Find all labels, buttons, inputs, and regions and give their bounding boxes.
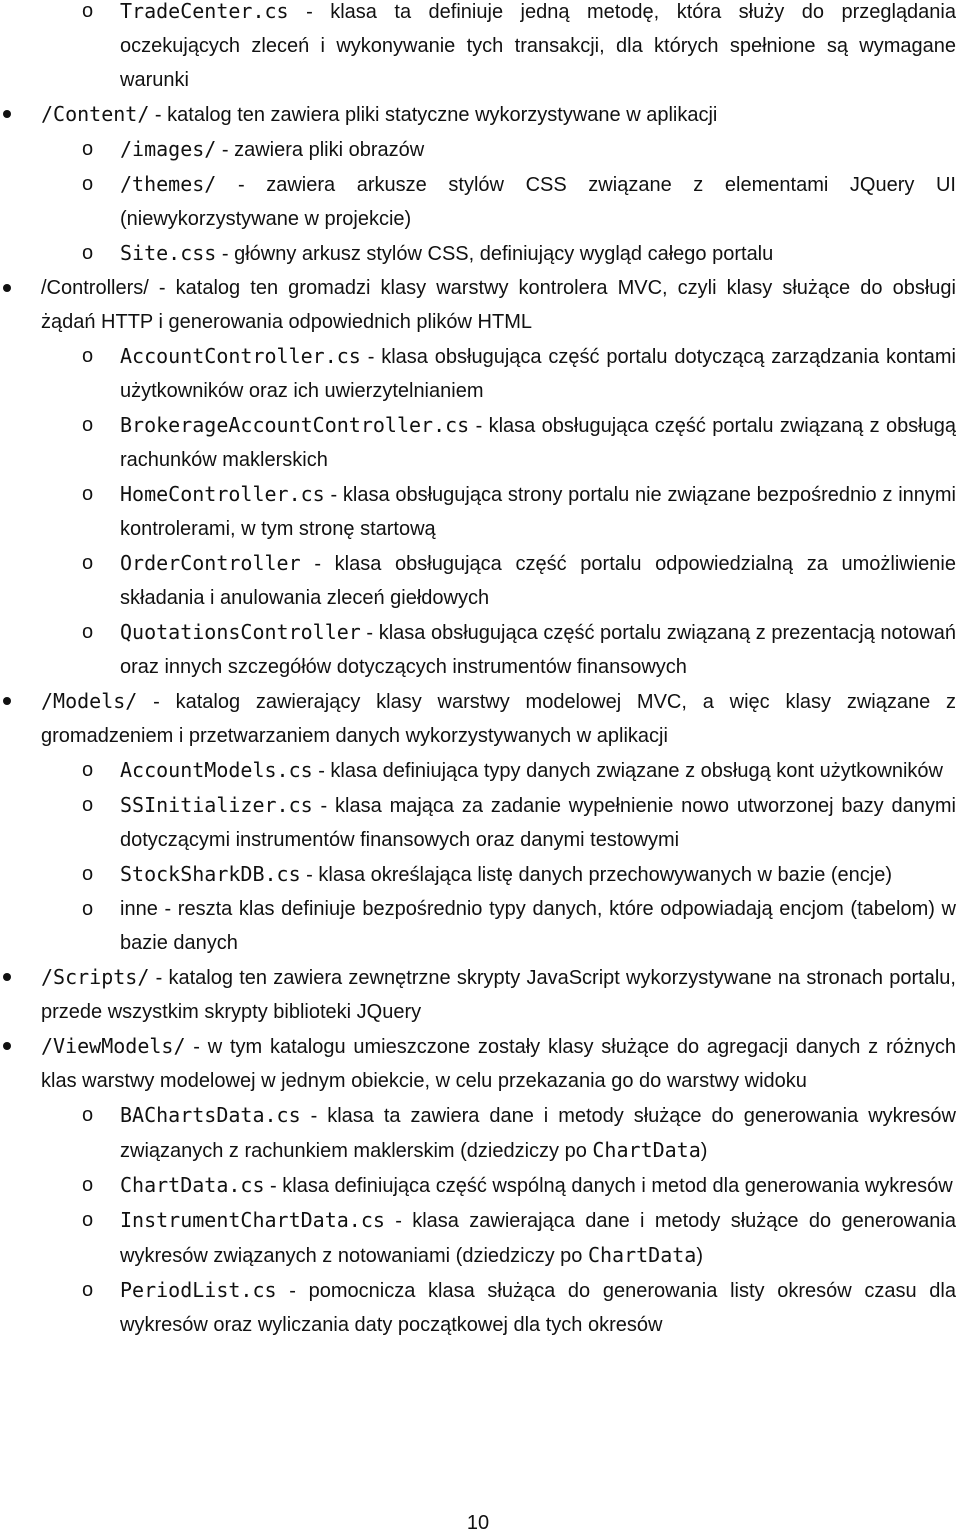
- sub-bullet-marker: o: [82, 242, 94, 264]
- item-description: - klasa mająca za zadanie wypełnienie nowo utworzonej bazy danymi dotyczącymi instrumentów finansowych oraz danymi testowymi: [120, 795, 956, 851]
- item-description: - klasa obsługująca część portalu związaną z prezentacją notowań oraz innych szczegółów dotyczących instrumentów finansowych: [120, 622, 956, 678]
- sub-bullet-marker: o: [82, 138, 94, 160]
- file-list-item: [0, 339, 956, 408]
- sub-bullet-marker: o: [82, 898, 94, 920]
- code-name: /themes/: [120, 172, 217, 196]
- item-description: - klasa definiująca część wspólną danych i metod dla generowania wykresów: [264, 1175, 953, 1197]
- file-list-item: [0, 477, 956, 546]
- code-name-inline: ChartData: [592, 1138, 701, 1162]
- code-name: /Content/: [41, 102, 150, 126]
- item-description: - w tym katalogu umieszczone zostały klasy służące do agregacji danych z różnych klas warstwy modelowej w jednym obiekcie, w celu przekazania go do warstwy widoku: [41, 1036, 956, 1092]
- file-list-item: [0, 892, 956, 960]
- item-description: - katalog zawierający klasy warstwy modelowej MVC, a więc klasy związane z gromadzeniem i przetwarzaniem danych wykorzystywanych w aplikacji: [41, 691, 956, 747]
- sub-bullet-marker: o: [82, 552, 94, 574]
- bullet-dot-icon: [3, 697, 11, 705]
- directory-list-item: [0, 684, 956, 753]
- code-name-inline: ChartData: [587, 1243, 697, 1267]
- file-list-item: [0, 753, 956, 788]
- code-name: /Scripts/: [41, 965, 150, 989]
- file-list-item: [0, 546, 956, 615]
- item-description: /Controllers/ - katalog ten gromadzi klasy warstwy kontrolera MVC, czyli klasy służące do obsługi żądań HTTP i generowania odpowiednich plików HTML: [41, 277, 956, 333]
- code-name: /images/: [120, 137, 217, 161]
- file-list-item: [0, 236, 956, 271]
- code-name: Site.css: [120, 241, 217, 265]
- item-description: - klasa ta zawiera dane i metody służące do generowania wykresów związanych z rachunkiem maklerskim (dziedziczy po: [120, 1105, 956, 1162]
- sub-bullet-marker: o: [82, 483, 94, 505]
- item-description: - klasa ta definiuje jedną metodę, która służy do przeglądania oczekujących zleceń i wykonywanie tych transakcji, dla których spełnione są wymagane warunki: [120, 1, 956, 91]
- item-description: - klasa obsługująca część portalu dotyczącą zarządzania kontami użytkowników oraz ich uwierzytelnianiem: [120, 346, 956, 402]
- directory-list-item: [0, 97, 956, 132]
- sub-bullet-marker: o: [82, 345, 94, 367]
- sub-bullet-marker: o: [82, 1174, 94, 1196]
- file-list-item: [0, 1203, 956, 1273]
- file-list-item: [0, 857, 956, 892]
- code-name: BAChartsData.cs: [120, 1103, 301, 1127]
- page-number: 10: [466, 1512, 490, 1534]
- code-name: AccountModels.cs: [120, 758, 313, 782]
- directory-list-item: [0, 271, 956, 339]
- bullet-dot-icon: [3, 110, 11, 118]
- file-list-item: [0, 788, 956, 857]
- file-list-item: [0, 1168, 956, 1203]
- code-name: ChartData.cs: [120, 1173, 265, 1197]
- item-description: - pomocnicza klasa służąca do generowania listy okresów czasu dla wykresów oraz wyliczania daty początkowej dla tych okresów: [120, 1280, 956, 1336]
- sub-bullet-marker: o: [82, 173, 94, 195]
- sub-bullet-marker: o: [82, 863, 94, 885]
- item-description: inne - reszta klas definiuje bezpośrednio typy danych, które odpowiadają encjom (tabelom) w bazie danych: [120, 898, 956, 954]
- directory-list-item: [0, 960, 956, 1029]
- code-name: QuotationsController: [120, 620, 361, 644]
- code-name: TradeCenter.cs: [120, 0, 289, 23]
- code-name: StockSharkDB.cs: [120, 862, 301, 886]
- item-description-tail: ): [696, 1245, 704, 1267]
- item-description: - klasa obsługująca część portalu związaną z obsługą rachunków maklerskich: [120, 415, 956, 471]
- code-name: /ViewModels/: [41, 1034, 186, 1058]
- item-description: - klasa definiująca typy danych związane z obsługą kont użytkowników: [312, 760, 943, 782]
- code-name: SSInitializer.cs: [120, 793, 313, 817]
- file-list-item: [0, 615, 956, 684]
- bullet-dot-icon: [3, 973, 11, 981]
- file-list-item: [0, 1098, 956, 1168]
- item-description: - klasa obsługująca część portalu odpowiedzialną za umożliwienie składania i anulowania zleceń giełdowych: [120, 553, 956, 609]
- sub-bullet-marker: o: [82, 621, 94, 643]
- code-name: OrderController: [120, 551, 301, 575]
- sub-bullet-marker: o: [82, 1209, 94, 1231]
- item-description: - zawiera arkusze stylów CSS związane z elementami JQuery UI (niewykorzystywane w projekcie): [120, 174, 956, 230]
- file-list-item: [0, 408, 956, 477]
- item-description: - klasa zawierająca dane i metody służące do generowania wykresów związanych z notowaniami (dziedziczy po: [120, 1210, 956, 1267]
- item-description: - klasa obsługująca strony portalu nie związane bezpośrednio z innymi kontrolerami, w tym stronę startową: [120, 484, 956, 540]
- code-name: AccountController.cs: [120, 344, 361, 368]
- item-description: - główny arkusz stylów CSS, definiujący wygląd całego portalu: [216, 243, 774, 265]
- code-name: PeriodList.cs: [120, 1278, 277, 1302]
- bullet-dot-icon: [3, 1042, 11, 1050]
- sub-bullet-marker: o: [82, 414, 94, 436]
- bullet-dot-icon: [3, 284, 11, 292]
- file-list-item: [0, 1273, 956, 1342]
- code-name: InstrumentChartData.cs: [120, 1208, 385, 1232]
- sub-bullet-marker: o: [82, 0, 94, 22]
- sub-bullet-marker: o: [82, 759, 94, 781]
- sub-bullet-marker: o: [82, 794, 94, 816]
- sub-bullet-marker: o: [82, 1279, 94, 1301]
- code-name: HomeController.cs: [120, 482, 325, 506]
- code-name: /Models/: [41, 689, 138, 713]
- file-list-item: [0, 167, 956, 236]
- item-description: - katalog ten zawiera zewnętrzne skrypty JavaScript wykorzystywane na stronach portalu, przede wszystkim skrypty biblioteki JQuery: [41, 967, 956, 1023]
- directory-list-item: [0, 1029, 956, 1098]
- item-description: - katalog ten zawiera pliki statyczne wykorzystywane w aplikacji: [149, 104, 718, 126]
- item-description: - zawiera pliki obrazów: [216, 139, 425, 161]
- item-description-tail: ): [700, 1140, 708, 1162]
- sub-bullet-marker: o: [82, 1104, 94, 1126]
- file-list-item: [0, 132, 956, 167]
- item-description: - klasa określająca listę danych przechowywanych w bazie (encje): [300, 864, 893, 886]
- code-name: BrokerageAccountController.cs: [120, 413, 470, 437]
- file-list-item: [0, 0, 956, 97]
